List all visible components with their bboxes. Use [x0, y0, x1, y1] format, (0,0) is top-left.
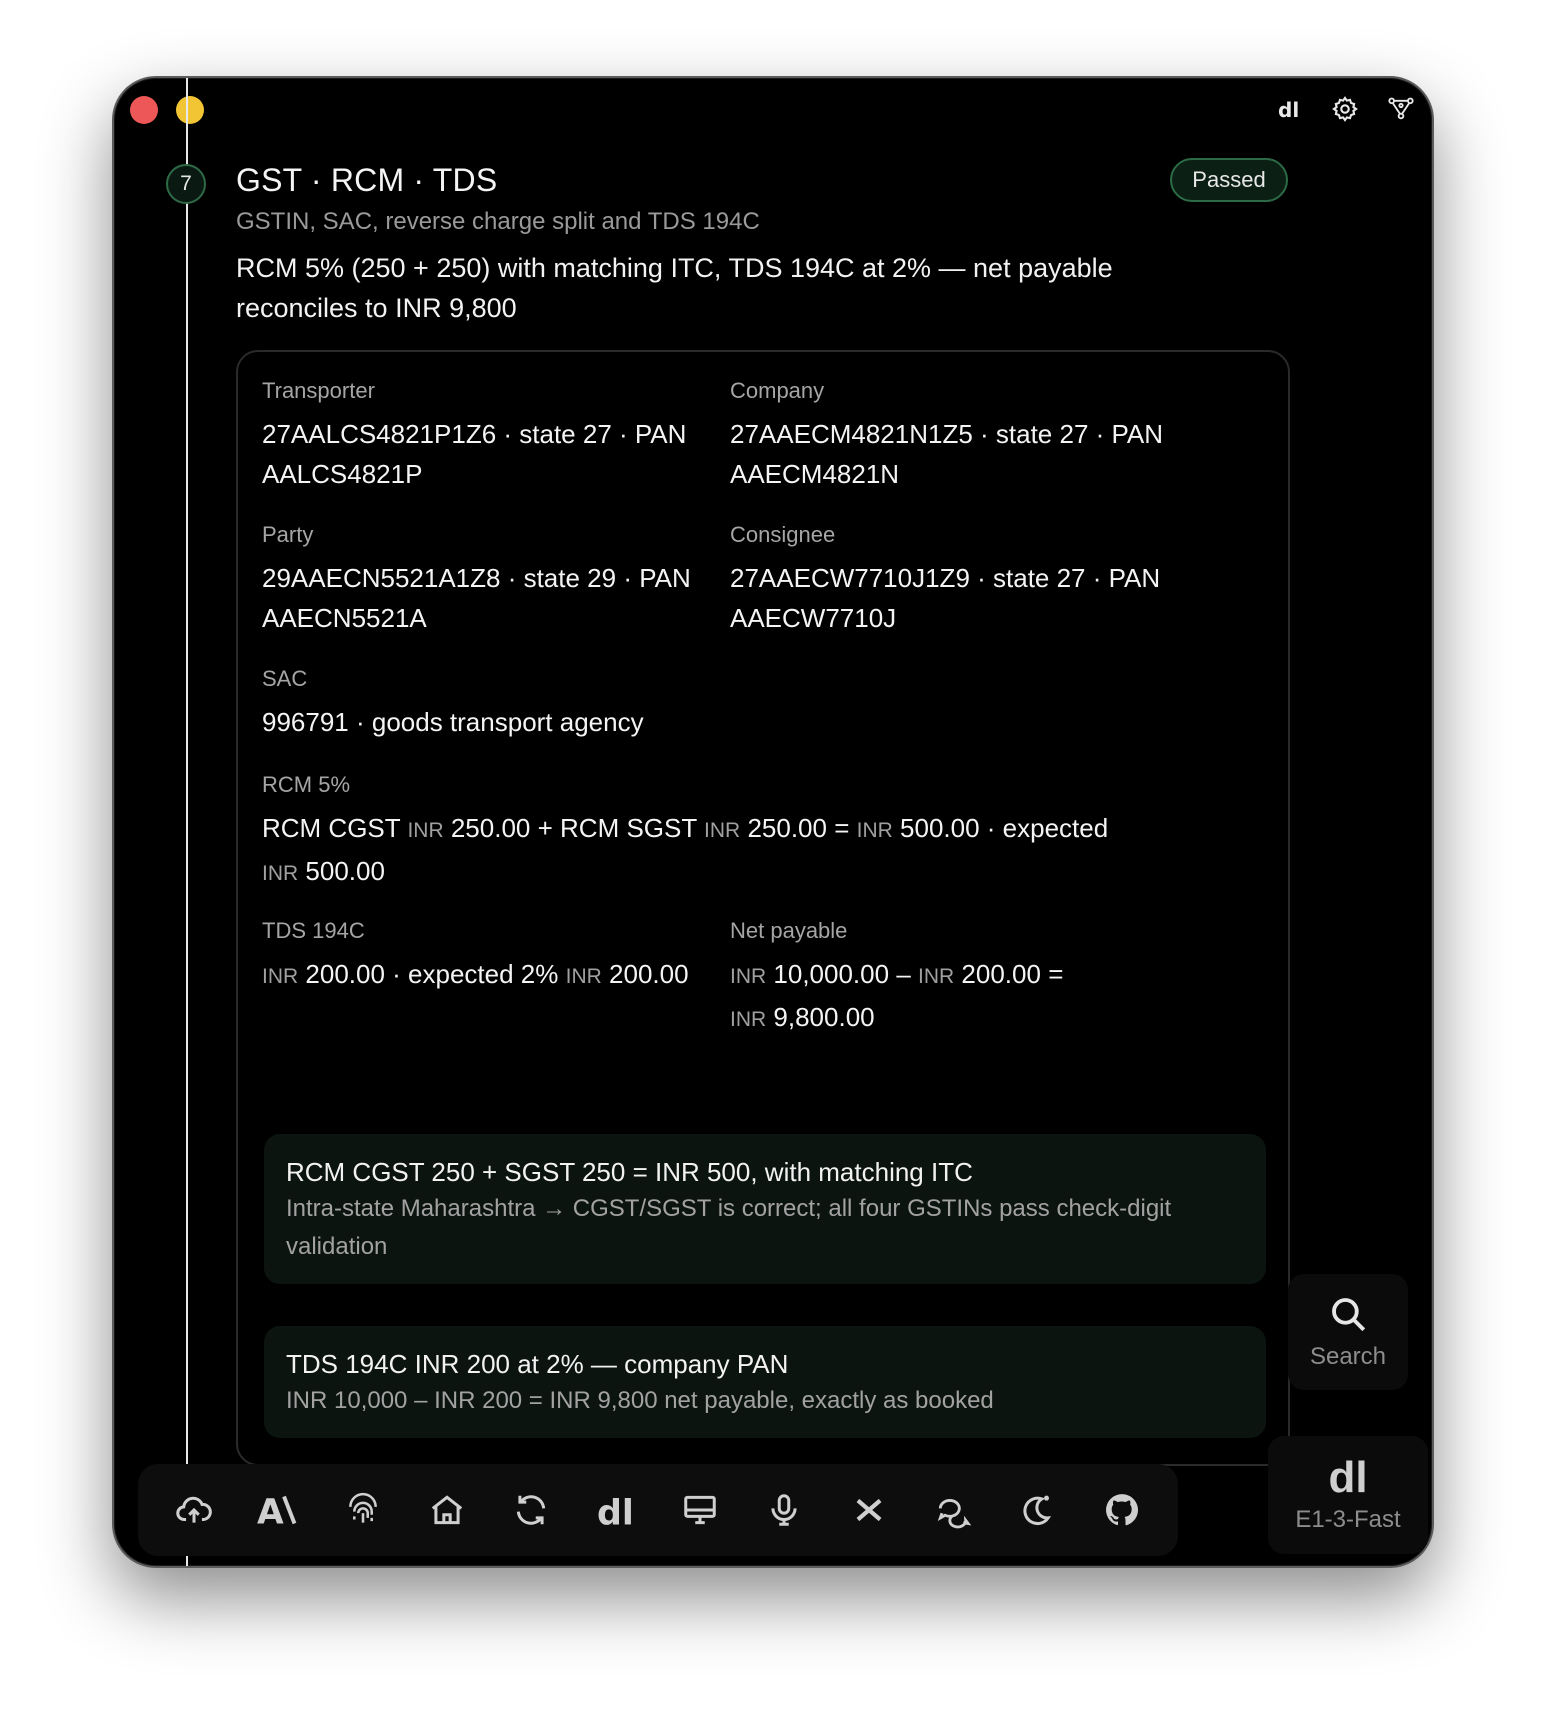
search-icon — [1327, 1293, 1369, 1335]
note-detail: INR 10,000 – INR 200 = INR 9,800 net payable, exactly as booked — [286, 1387, 994, 1414]
github-icon[interactable] — [1096, 1484, 1148, 1536]
x-icon[interactable] — [843, 1484, 895, 1536]
field-value: RCM CGST INR 250.00 + RCM SGST INR 250.00 = INR 500.00 · expected INR 500.00 — [262, 813, 1109, 886]
svg-text:dl: dl — [596, 1493, 634, 1529]
step-subtitle: GSTIN, SAC, reverse charge split and TDS 194C — [236, 208, 760, 235]
search-button[interactable] — [1288, 1274, 1408, 1390]
field-label: SAC — [262, 666, 308, 691]
dl-logo-icon[interactable] — [1272, 92, 1306, 126]
field-value: 27AAECW7710J1Z9 · state 27 · PAN AAECW7710J — [730, 563, 1161, 633]
close-window-button[interactable] — [130, 96, 158, 124]
note-detail: Intra-state Maharashtra → CGST/SGST is correct; all four GSTINs pass check-digit validation — [286, 1195, 1172, 1260]
field-label: Transporter — [262, 378, 375, 403]
field-value: 27AAECM4821N1Z5 · state 27 · PAN AAECM4821N — [730, 419, 1164, 489]
network-icon[interactable] — [1384, 92, 1418, 126]
cloud-upload-icon[interactable] — [168, 1484, 220, 1536]
field-label: TDS 194C — [262, 918, 365, 943]
step-number-badge: 7 — [166, 164, 206, 204]
field-label: Consignee — [730, 522, 836, 547]
field-company — [730, 378, 1170, 494]
dl-logo-icon[interactable] — [590, 1484, 642, 1536]
note-rcm — [264, 1134, 1266, 1284]
field-value: 27AALCS4821P1Z6 · state 27 · PAN AALCS4821P — [262, 419, 687, 489]
font-ai-icon[interactable] — [252, 1484, 304, 1536]
note-title: TDS 194C INR 200 at 2% — company PAN — [286, 1349, 789, 1379]
model-selector[interactable] — [1268, 1436, 1428, 1554]
refresh-icon[interactable] — [505, 1484, 557, 1536]
field-rcm — [262, 772, 1142, 894]
gear-icon[interactable] — [1328, 92, 1362, 126]
field-consignee — [730, 522, 1170, 638]
status-badge: Passed — [1170, 158, 1288, 202]
field-label: RCM 5% — [262, 772, 351, 797]
field-tds — [262, 918, 722, 997]
svg-text:A: A — [257, 1492, 285, 1529]
details-card — [236, 350, 1290, 1466]
note-tds — [264, 1326, 1266, 1438]
fingerprint-icon[interactable] — [337, 1484, 389, 1536]
home-icon[interactable] — [421, 1484, 473, 1536]
moon-stars-icon[interactable] — [1011, 1484, 1063, 1536]
top-toolbar — [1272, 92, 1418, 126]
timeline-line — [186, 78, 188, 1568]
field-net-payable — [730, 918, 1100, 1040]
app-window — [112, 76, 1434, 1568]
field-label: Net payable — [730, 918, 848, 943]
step-summary: RCM 5% (250 + 250) with matching ITC, TDS 194C at 2% — net payable reconciles to INR 9,800 — [236, 253, 1113, 323]
field-sac — [262, 666, 1162, 742]
model-logo: dl — [1328, 1453, 1368, 1502]
svg-text:dl: dl — [1278, 98, 1300, 121]
field-label: Party — [262, 522, 314, 547]
chat-icon[interactable] — [927, 1484, 979, 1536]
monitor-icon[interactable] — [674, 1484, 726, 1536]
note-title: RCM CGST 250 + SGST 250 = INR 500, with matching ITC — [286, 1157, 973, 1187]
field-value: INR 10,000.00 – INR 200.00 = INR 9,800.00 — [730, 959, 1064, 1032]
field-value: 29AAECN5521A1Z8 · state 29 · PAN AAECN5521A — [262, 563, 691, 633]
minimize-window-button[interactable] — [176, 96, 204, 124]
step-title: GST · RCM · TDS — [236, 162, 498, 198]
model-name: E1-3-Fast — [1295, 1506, 1401, 1533]
field-party — [262, 522, 702, 638]
field-value: INR 200.00 · expected 2% INR 200.00 — [262, 959, 689, 989]
field-value: 996791 · goods transport agency — [262, 707, 644, 737]
bottom-dock — [138, 1464, 1178, 1556]
field-transporter — [262, 378, 702, 494]
microphone-icon[interactable] — [758, 1484, 810, 1536]
search-label: Search — [1309, 1343, 1387, 1370]
field-label: Company — [730, 378, 825, 403]
